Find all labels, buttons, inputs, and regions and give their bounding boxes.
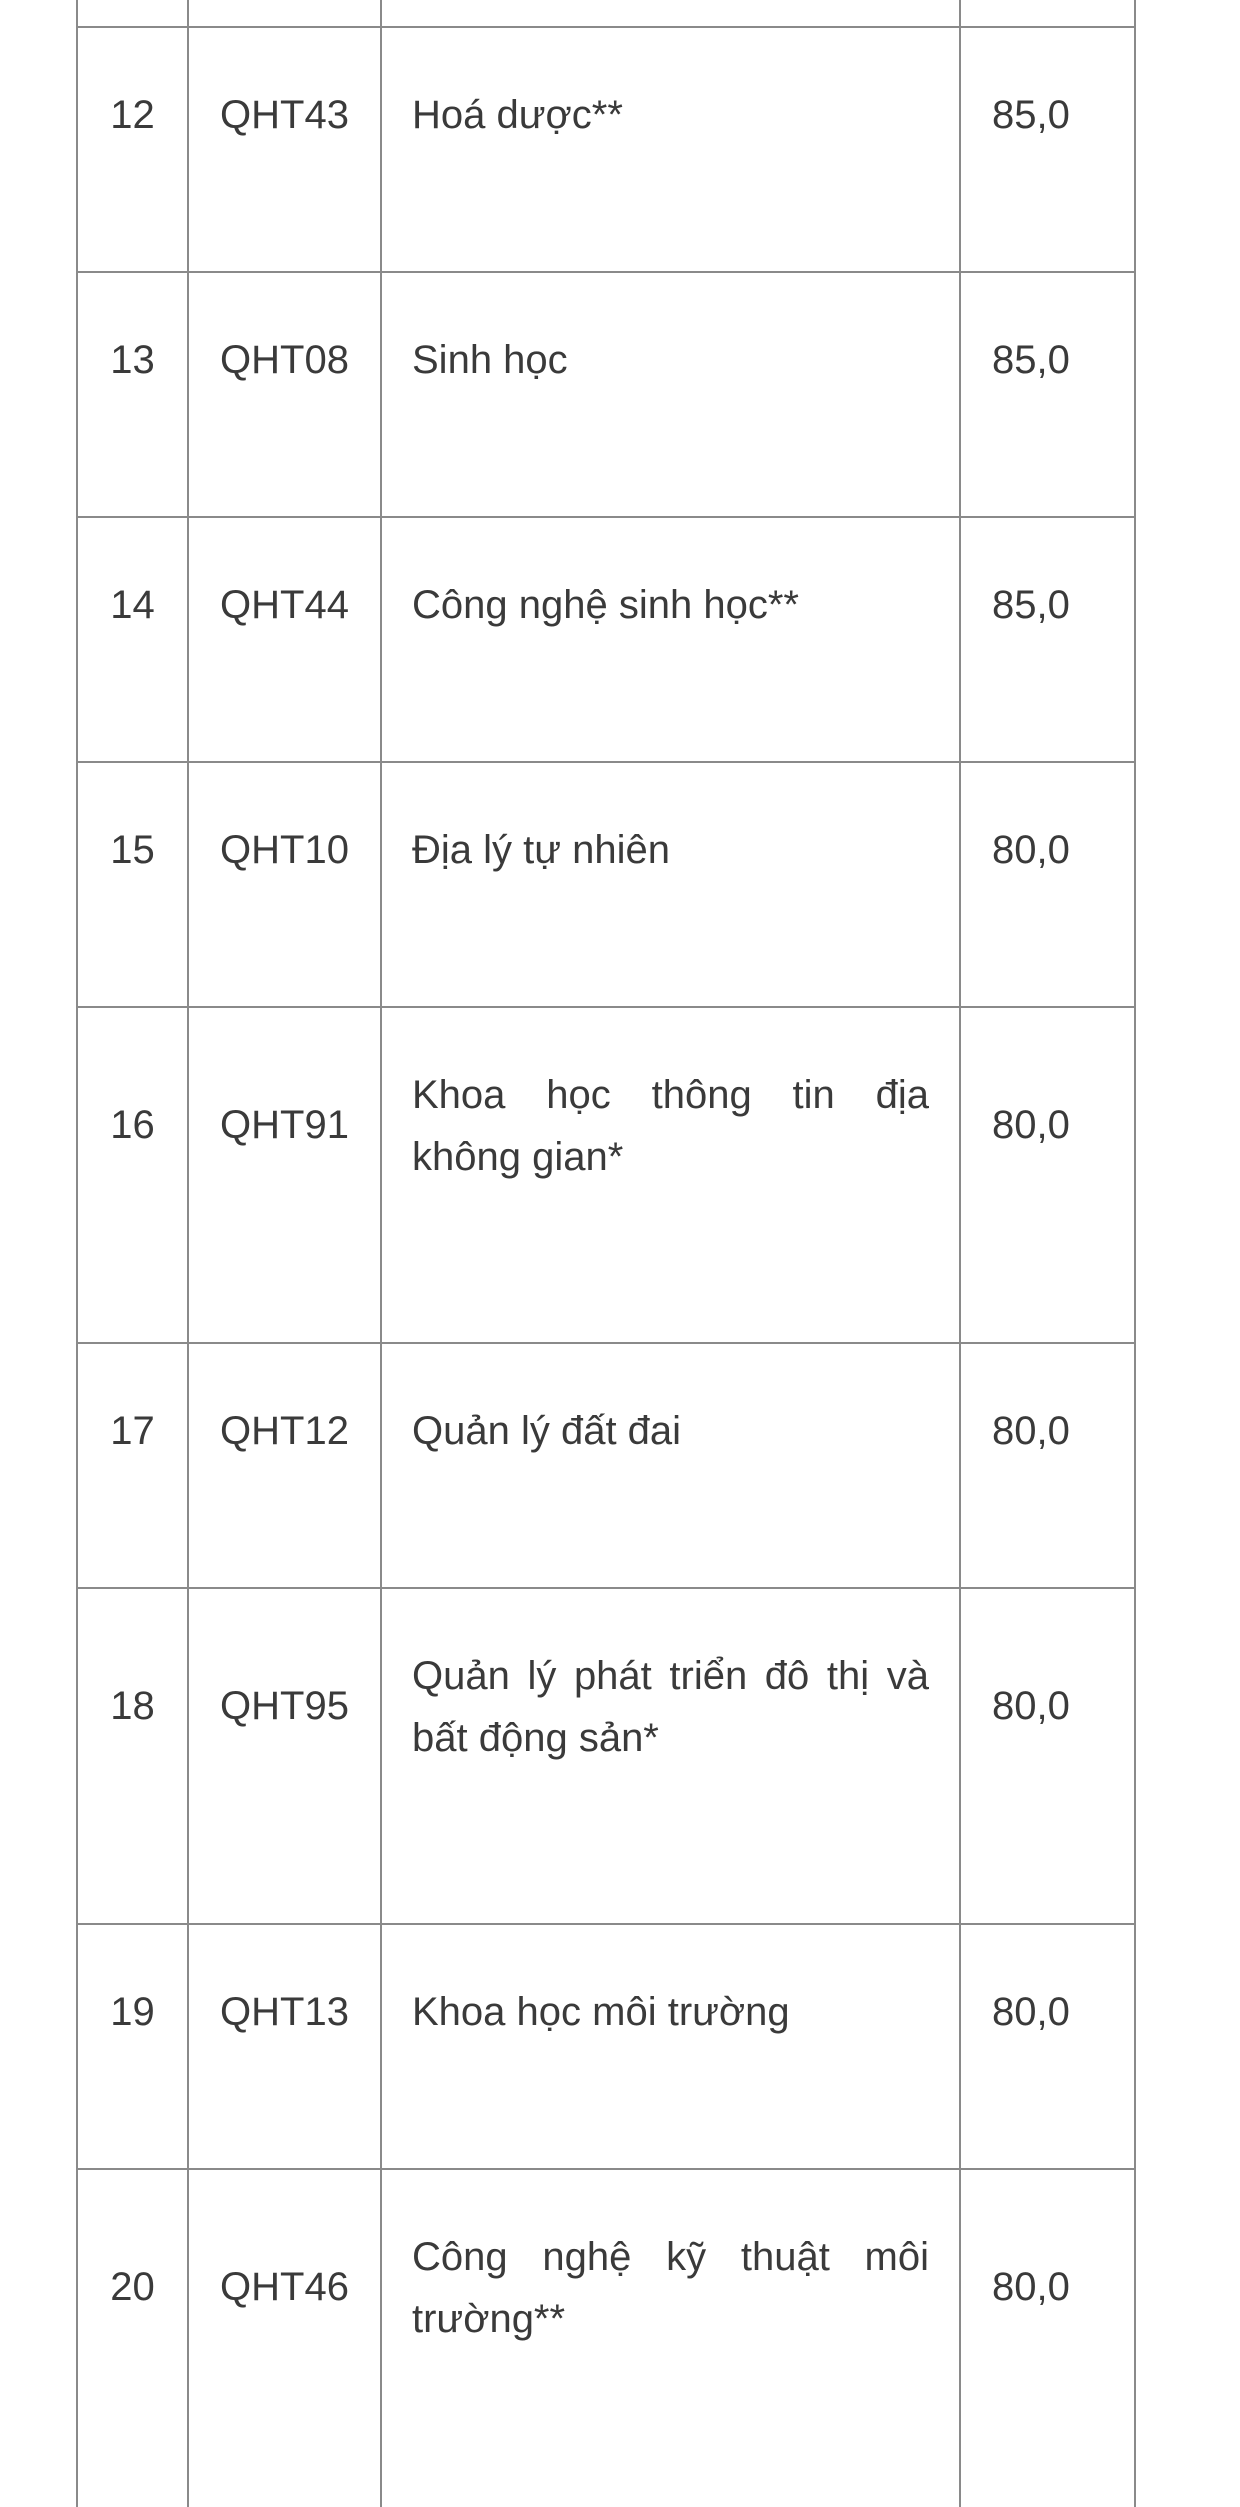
- program-code: QHT44: [187, 518, 380, 763]
- row-number: 15: [76, 763, 187, 1008]
- row-number: 20: [76, 2170, 187, 2507]
- program-name: Công nghệ sinh học**: [380, 518, 959, 763]
- program-code: QHT91: [187, 1008, 380, 1344]
- program-name: Quản lý phát triển đô thị và bất động sản*: [380, 1589, 959, 1925]
- table-row: [76, 28, 1136, 273]
- cell-empty: [380, 0, 959, 28]
- program-code: QHT46: [187, 2170, 380, 2507]
- program-name: Địa lý tự nhiên: [380, 763, 959, 1008]
- program-code: QHT12: [187, 1344, 380, 1589]
- program-name: Khoa học môi trường: [380, 1925, 959, 2170]
- table-row: [76, 518, 1136, 763]
- program-name: Công nghệ kỹ thuật môi trường**: [380, 2170, 959, 2507]
- cell-empty: [76, 0, 187, 28]
- row-number: 16: [76, 1008, 187, 1344]
- program-code: QHT13: [187, 1925, 380, 2170]
- program-name: Sinh học: [380, 273, 959, 518]
- table-row: [76, 2170, 1136, 2507]
- table-row: [76, 1008, 1136, 1344]
- cutoff-score: 80,0: [959, 1925, 1136, 2170]
- program-code: QHT08: [187, 273, 380, 518]
- row-number: 17: [76, 1344, 187, 1589]
- program-code: QHT95: [187, 1589, 380, 1925]
- table-row: [76, 1925, 1136, 2170]
- row-number: 18: [76, 1589, 187, 1925]
- admission-score-table-container: [76, 0, 1136, 2507]
- program-code: QHT43: [187, 28, 380, 273]
- cutoff-score: 80,0: [959, 2170, 1136, 2507]
- cutoff-score: 85,0: [959, 518, 1136, 763]
- table-row: [76, 273, 1136, 518]
- admission-score-table: [76, 0, 1136, 2507]
- cell-empty: [187, 0, 380, 28]
- cutoff-score: 80,0: [959, 1008, 1136, 1344]
- row-number: 12: [76, 28, 187, 273]
- cutoff-score: 80,0: [959, 1344, 1136, 1589]
- cutoff-score: 85,0: [959, 273, 1136, 518]
- cutoff-score: 80,0: [959, 763, 1136, 1008]
- table-row: [76, 1589, 1136, 1925]
- row-number: 13: [76, 273, 187, 518]
- program-name: Quản lý đất đai: [380, 1344, 959, 1589]
- row-number: 19: [76, 1925, 187, 2170]
- program-name: Khoa học thông tin địa không gian*: [380, 1008, 959, 1344]
- cutoff-score: 85,0: [959, 28, 1136, 273]
- table-row: [76, 1344, 1136, 1589]
- table-row-partial: [76, 0, 1136, 28]
- table-row: [76, 763, 1136, 1008]
- program-name: Hoá dược**: [380, 28, 959, 273]
- program-code: QHT10: [187, 763, 380, 1008]
- row-number: 14: [76, 518, 187, 763]
- cutoff-score: 80,0: [959, 1589, 1136, 1925]
- cell-empty: [959, 0, 1136, 28]
